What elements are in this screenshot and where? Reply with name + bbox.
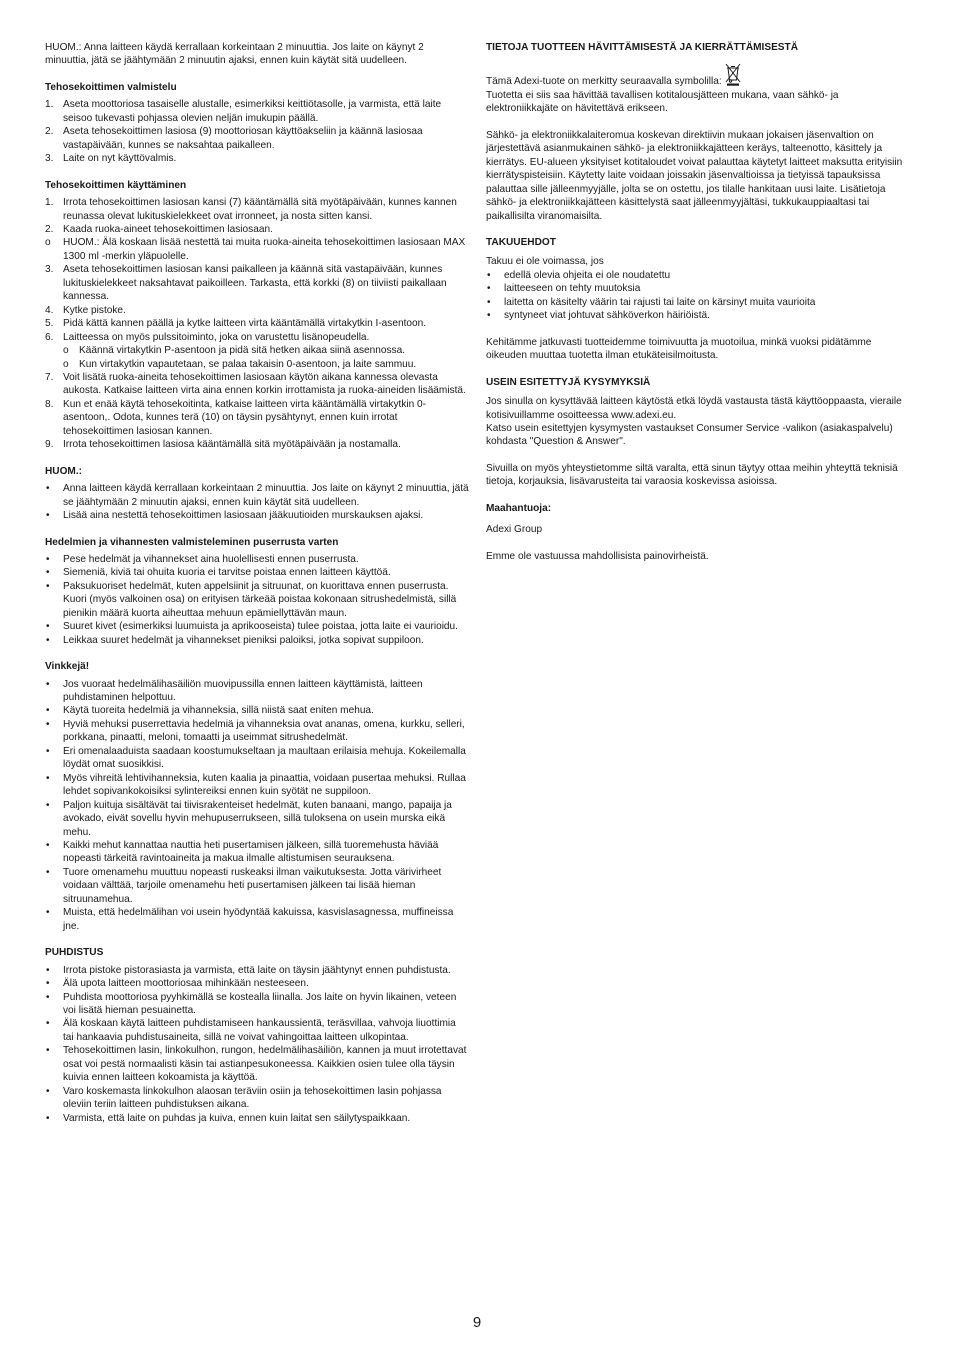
sub-list <box>63 344 469 371</box>
bullet: • <box>46 1085 50 1097</box>
item-text: Lisää aina nestettä tehosekoittimen lasiosaan jääkuutioiden murskauksen ajaksi. <box>63 510 424 522</box>
page-number: 9 <box>472 1314 482 1331</box>
item-text: Kun et enää käytä tehosekoitinta, katkaise laitteen virta kääntämällä virtakytkin 0-asentoon,. Odota, kunnes terä (10) on täysin pysähtynyt, ennen kuin irrotat tehosekoittimen lasiosan kannen. <box>63 398 427 437</box>
item-number: 2. <box>45 126 54 138</box>
bullet: • <box>46 745 50 757</box>
item-text: Anna laitteen käydä kerrallaan korkeintaan 2 minuuttia. Jos laite on käynyt 2 minuuttia, jätä se jäähtymään 2 minuutin ajaksi, ennen kuin käytät sitä uudelleen. <box>63 483 469 508</box>
list-item <box>45 964 469 977</box>
list-item <box>45 566 469 579</box>
item-text: Laitteessa on myös pulssitoiminto, joka on varustettu lisänopeudella. <box>63 331 370 343</box>
list-item <box>45 317 469 330</box>
list-item <box>45 718 469 745</box>
item-text: Suuret kivet (esimerkiksi luumuista ja aprikooseista) tulee poistaa, jotta laite ei vaurioidu. <box>63 621 458 633</box>
warranty-note: Kehitämme jatkuvasti tuotteidemme toimivuutta ja muotoilua, minkä vuoksi pidätämme oikeuden muuttaa tuotetta ilman etukäteisilmoitusta. <box>486 336 872 362</box>
numbered-list <box>45 196 469 452</box>
section-faq <box>486 376 910 489</box>
list-item <box>45 745 469 772</box>
item-number: 1. <box>45 99 54 111</box>
section-preparation <box>45 81 469 166</box>
list-item <box>45 509 469 522</box>
section-tips <box>45 660 469 933</box>
list-item <box>45 482 469 509</box>
list-item <box>45 1017 469 1044</box>
sub-item-marker: o <box>63 345 69 357</box>
bullet: • <box>487 269 491 281</box>
item-number: 6. <box>45 331 54 343</box>
sub-list-item <box>63 344 469 357</box>
item-text: laitetta on käsitelty väärin tai rajusti tai laite on kärsinyt muita vaurioita <box>504 296 816 308</box>
item-number: 2. <box>45 223 54 235</box>
item-number: 8. <box>45 398 54 410</box>
bullet: • <box>487 283 491 295</box>
item-text: syntyneet viat johtuvat sähköverkon häiriöistä. <box>504 310 710 322</box>
bullet: • <box>46 866 50 878</box>
list-item <box>45 634 469 647</box>
list-item <box>45 371 469 398</box>
item-text: Muista, että hedelmälihan voi usein hyödyntää kakuissa, kasvislasagnessa, muffineissa jne. <box>63 907 454 932</box>
list-item <box>45 125 469 152</box>
item-number: 1. <box>45 197 54 209</box>
list-item <box>45 772 469 799</box>
bullet: • <box>46 772 50 784</box>
bullet-list <box>45 553 469 647</box>
disposal-lead <box>486 76 742 87</box>
list-item <box>45 678 469 705</box>
bullet: • <box>46 1112 50 1124</box>
bullet: • <box>487 310 491 322</box>
item-number: 3. <box>45 153 54 165</box>
bullet: • <box>46 510 50 522</box>
disposal-paragraph <box>486 62 910 115</box>
item-number: o <box>45 237 51 249</box>
bullet: • <box>46 964 50 976</box>
disposal-text: Tuotetta ei siis saa hävittää tavallisen kotitalousjätteen mukana, vaan sähkö- ja elektroniikkajäte on hävitettävä erikseen. <box>486 89 839 115</box>
crossed-out-wheelie-bin-icon <box>724 62 742 86</box>
item-text: Eri omenalaaduista saadaan koostumukseltaan ja maultaan erilaisia mehuja. Kokeilemalla löydät omat suosikkisi. <box>63 745 466 771</box>
bullet: • <box>46 1045 50 1057</box>
list-item <box>45 223 469 236</box>
list-item <box>45 580 469 620</box>
section-title: Maahantuoja: <box>486 502 552 514</box>
item-text: Aseta tehosekoittimen lasiosan kansi paikalleen ja käännä sitä vastapäivään, kunnes lukituskielekkeet naksahtavat paikoilleen. Tarkasta, että korkki (8) on tiiviisti paikallaan kannessa. <box>63 264 447 303</box>
list-item <box>45 553 469 566</box>
item-text: Paljon kuituja sisältävät tai tiivisrakenteiset hedelmät, kuten banaani, mango, papaija ja avokado, eivät sovellu hyvin mehupuserrukseen, sillä tuloksena on usein murska eikä mehu. <box>63 799 452 838</box>
item-number: 4. <box>45 304 54 316</box>
sub-item-marker: o <box>63 358 69 370</box>
item-text: Irrota tehosekoittimen lasiosan kansi (7) kääntämällä sitä myötäpäivään, kunnes kannen reunassa olevat lukituskielekkeet ovat irronneet, ja nosta sitten kansi. <box>63 197 457 222</box>
section-title: TIETOJA TUOTTEEN HÄVITTÄMISESTÄ JA KIERRÄTTÄMISESTÄ <box>486 42 798 53</box>
list-item <box>45 839 469 866</box>
item-text: Tuore omenamehu muuttuu nopeasti ruskeaksi ilman vaikutuksesta. Jotta värivirheet voidaan välttää, tarjoile omenamehu heti pusertamisen jälkeen tai lisää hieman sitruunamehua. <box>63 866 442 905</box>
section-disposal <box>486 41 910 223</box>
item-text: Kaada ruoka-aineet tehosekoittimen lasiosaan. <box>63 223 273 235</box>
item-text: Paksukuoriset hedelmät, kuten appelsiinit ja sitruunat, on kuorittava ennen puserrusta. Kuori (myös valkoinen osa) on erityisen tärkeää poistaa kokonaan sitrushedelmistä, sillä pienikin määrä kuorta aiheuttaa mehuun epämiellyttävän maun. <box>63 580 457 619</box>
section-title: Tehosekoittimen käyttäminen <box>45 179 187 191</box>
item-text: Leikkaa suuret hedelmät ja vihannekset pieniksi paloiksi, jotka sopivat suppiloon. <box>63 634 424 646</box>
item-text: Myös vihreitä lehtivihanneksia, kuten kaalia ja pinaattia, voidaan pusertaa mehuksi. Rullaa lehdet sopivankokoisiksi sylintereiksi ennen kuin syötät ne suppiloon. <box>63 772 466 798</box>
list-item <box>45 991 469 1018</box>
list-item <box>486 296 910 309</box>
section-fruit-preparation <box>45 536 469 648</box>
item-number: 7. <box>45 371 54 383</box>
section-cleaning <box>45 946 469 1125</box>
bullet-list <box>45 678 469 934</box>
list-item <box>45 1112 469 1125</box>
importer-name: Adexi Group <box>486 524 543 536</box>
item-text: Aseta tehosekoittimen lasiosa (9) moottoriosan käyttöakseliin ja käännä lasiosaa vastapäivään, kunnes se naksahtaa paikalleen. <box>63 126 423 151</box>
list-item <box>45 906 469 933</box>
list-item <box>45 331 469 371</box>
intro-note: HUOM.: Anna laitteen käydä kerrallaan korkeintaan 2 minuuttia. Jos laite on käynyt 2 minuuttia, jätä se jäähtymään 2 minuutin ajaksi, ennen kuin käytät sitä uudelleen. <box>45 42 424 67</box>
item-text: Kaikki mehut kannattaa nauttia heti pusertamisen jälkeen, sillä tuoremehusta häviää nopeasti tärkeitä ravintoaineita ja makua ilmalle altistumisen seurauksena. <box>63 840 439 865</box>
section-title: HUOM.: <box>45 465 83 477</box>
bullet: • <box>46 483 50 495</box>
numbered-list <box>45 98 469 165</box>
bullet-list <box>45 482 469 522</box>
item-text: laitteeseen on tehty muutoksia <box>504 283 641 295</box>
item-text: Kytke pistoke. <box>63 304 126 316</box>
item-text: Hyviä mehuksi puserrettavia hedelmiä ja vihanneksia ovat ananas, omena, kurkku, selleri, porkkana, pinaatti, meloni, tomaatti ja useimmat sitrushedelmät. <box>63 718 465 744</box>
bullet: • <box>46 840 50 852</box>
item-text: Jos vuoraat hedelmälihasäiliön muovipussilla ennen laitteen käyttämistä, laitteen puhdistaminen helpottuu. <box>63 678 423 704</box>
sub-list-item <box>63 358 469 371</box>
item-text: Irrota pistoke pistorasiasta ja varmista, että laite on täysin jäähtynyt ennen puhdistusta. <box>63 964 451 976</box>
section-note <box>45 465 469 523</box>
list-item <box>45 236 469 263</box>
item-text: Tehosekoittimen lasin, linkokulhon, rungon, hedelmälihasäiliön, kannen ja muut irrotettavat osat voi pestä normaalisti käsin tai astianpesukoneessa. Kaikkien osien tulee olla täysin kuivia ennen laitteen kokoamista ja käyttöä. <box>63 1045 467 1084</box>
bullet: • <box>46 799 50 811</box>
list-item <box>45 438 469 451</box>
right-column <box>486 41 910 576</box>
list-item <box>45 799 469 839</box>
bullet: • <box>46 978 50 990</box>
list-item <box>45 704 469 717</box>
disposal-lead-text: Tämä Adexi-tuote on merkitty seuraavalla symbolilla: <box>486 76 722 88</box>
item-text: Varo koskemasta linkokulhon alaosan teräviin osiin ja tehosekoittimen lasin pohjassa oleviin teriin laitteen puhdistuksen aikana. <box>63 1085 442 1111</box>
section-title: PUHDISTUS <box>45 947 104 959</box>
faq-paragraph: Jos sinulla on kysyttävää laitteen käytöstä etkä löydä vastausta tästä käyttöoppaasta, vieraile kotisivuillamme osoitteessa www.adexi.eu. <box>486 396 902 421</box>
item-text: Voit lisätä ruoka-aineita tehosekoittimen lasiosaan käytön aikana kannessa olevasta aukosta. Katkaise laitteen virta aina ennen korkin irrottamista ja ruoka-aineiden lisäämistä. <box>63 371 466 397</box>
bullet: • <box>46 621 50 633</box>
bullet: • <box>46 580 50 592</box>
item-text: HUOM.: Älä koskaan lisää nestettä tai muita ruoka-aineita tehosekoittimen lasiosaan MAX 1300 ml -merkin yläpuolelle. <box>63 237 466 262</box>
section-title: Tehosekoittimen valmistelu <box>45 81 177 93</box>
bullet: • <box>46 705 50 717</box>
list-item <box>45 304 469 317</box>
item-text: Älä upota laitteen moottoriosaa mihinkään nesteeseen. <box>63 978 309 990</box>
list-item <box>486 309 910 322</box>
item-text: Pidä kättä kannen päällä ja kytke laitteen virta kääntämällä virtakytkin I-asentoon. <box>63 318 427 330</box>
sub-item-text: Käännä virtakytkin P-asentoon ja pidä sitä hetken aikaa siinä asennossa. <box>79 345 406 357</box>
bullet: • <box>46 1018 50 1030</box>
item-text: edellä olevia ohjeita ei ole noudatettu <box>504 269 671 281</box>
section-warranty <box>486 236 910 363</box>
list-item <box>45 1085 469 1112</box>
item-text: Varmista, että laite on puhdas ja kuiva, ennen kuin laitat sen säilytyspaikkaan. <box>63 1112 411 1124</box>
bullet: • <box>46 567 50 579</box>
list-item <box>486 282 910 295</box>
bullet: • <box>46 553 50 565</box>
bullet-list <box>45 964 469 1125</box>
item-text: Älä koskaan käytä laitteen puhdistamiseen hankaussientä, teräsvillaa, vahvoja liuottimia tai hankaavia puhdistusaineita, sillä ne voivat vahingoittaa laitteen ulkopintaa. <box>63 1018 456 1043</box>
bullet-list <box>486 269 910 323</box>
item-number: 3. <box>45 264 54 276</box>
list-item <box>45 977 469 990</box>
item-number: 5. <box>45 318 54 330</box>
item-text: Laite on nyt käyttövalmis. <box>63 153 177 165</box>
list-item <box>45 1044 469 1084</box>
item-number: 9. <box>45 439 54 451</box>
contact-paragraph: Sivuilla on myös yhteystietomme siltä varalta, että sinun täytyy ottaa meihin yhteyttä teknisiä tietoja, korjauksia, lisävarusteita tai varaosia koskevissa asioissa. <box>486 462 898 488</box>
weee-directive-paragraph: Sähkö- ja elektroniikkalaiteromua koskevan direktiivin mukaan jokaisen jäsenvaltion on järjestettävä asianmukainen sähkö- ja elektroniikkajätteen keräys, talteenotto, käsittely ja kierrätys. EU-alueen yksityiset kotitaloudet voivat palauttaa käytetyt laitteet maksutta erityisiin kierrätyspisteisiin. Käytetty laite voidaan joissakin jäsenvaltioissa ja tietyissä tapauksissa palauttaa sille jälleenmyyjälle, jolta se on ostettu, jos tilalle hankitaan uusi laite. Lisätietoja sähkö- ja elektroniikkajätteen käsittelystä saat jälleenmyyjältäsi, tukkukauppiaaltasi tai paikallisilta viranomaisilta. <box>486 129 903 222</box>
faq-paragraph-2: Katso usein esitettyjen kysymysten vastaukset Consumer Service -valikon (asiakaspalvelu) kohdasta "Question & Answer". <box>486 422 893 448</box>
left-column <box>45 41 469 1138</box>
section-title: Vinkkejä! <box>45 661 90 673</box>
list-item <box>45 98 469 125</box>
item-text: Pese hedelmät ja vihannekset aina huolellisesti ennen puserrusta. <box>63 553 359 565</box>
list-item <box>486 269 910 282</box>
list-item <box>45 866 469 906</box>
bullet: • <box>46 678 50 690</box>
item-text: Siemeniä, kiviä tai ohuita kuoria ei tarvitse poistaa ennen laitteen käyttöä. <box>63 567 391 579</box>
bullet: • <box>46 907 50 919</box>
section-usage <box>45 179 469 452</box>
print-disclaimer: Emme ole vastuussa mahdollisista painovirheistä. <box>486 550 709 562</box>
bullet: • <box>487 296 491 308</box>
section-importer <box>486 502 910 563</box>
list-item <box>45 398 469 438</box>
list-item <box>45 263 469 303</box>
item-text: Puhdista moottoriosa pyyhkimällä se kostealla liinalla. Jos laite on hyvin likainen, veteen voi lisätä hieman pesuainetta. <box>63 991 457 1016</box>
list-item <box>45 152 469 165</box>
warranty-lead: Takuu ei ole voimassa, jos <box>486 256 604 268</box>
list-item <box>45 196 469 223</box>
bullet: • <box>46 991 50 1003</box>
bullet: • <box>46 634 50 646</box>
item-text: Aseta moottoriosa tasaiselle alustalle, esimerkiksi keittiötasolle, ja varmista, että laite seisoo tukevasti pohjassa olevien neljän imukupin päällä. <box>63 99 442 124</box>
bullet: • <box>46 718 50 730</box>
item-text: Käytä tuoreita hedelmiä ja vihanneksia, sillä niistä saat eniten mehua. <box>63 705 374 717</box>
section-title: USEIN ESITETTYJÄ KYSYMYKSIÄ <box>486 376 651 388</box>
item-text: Irrota tehosekoittimen lasiosa kääntämällä sitä myötäpäivään ja nostamalla. <box>63 439 401 451</box>
section-title: Hedelmien ja vihannesten valmisteleminen puserrusta varten <box>45 536 339 548</box>
list-item <box>45 620 469 633</box>
sub-item-text: Kun virtakytkin vapautetaan, se palaa takaisin 0-asentoon, ja laite sammuu. <box>79 358 417 370</box>
section-title: TAKUUEHDOT <box>486 236 556 248</box>
